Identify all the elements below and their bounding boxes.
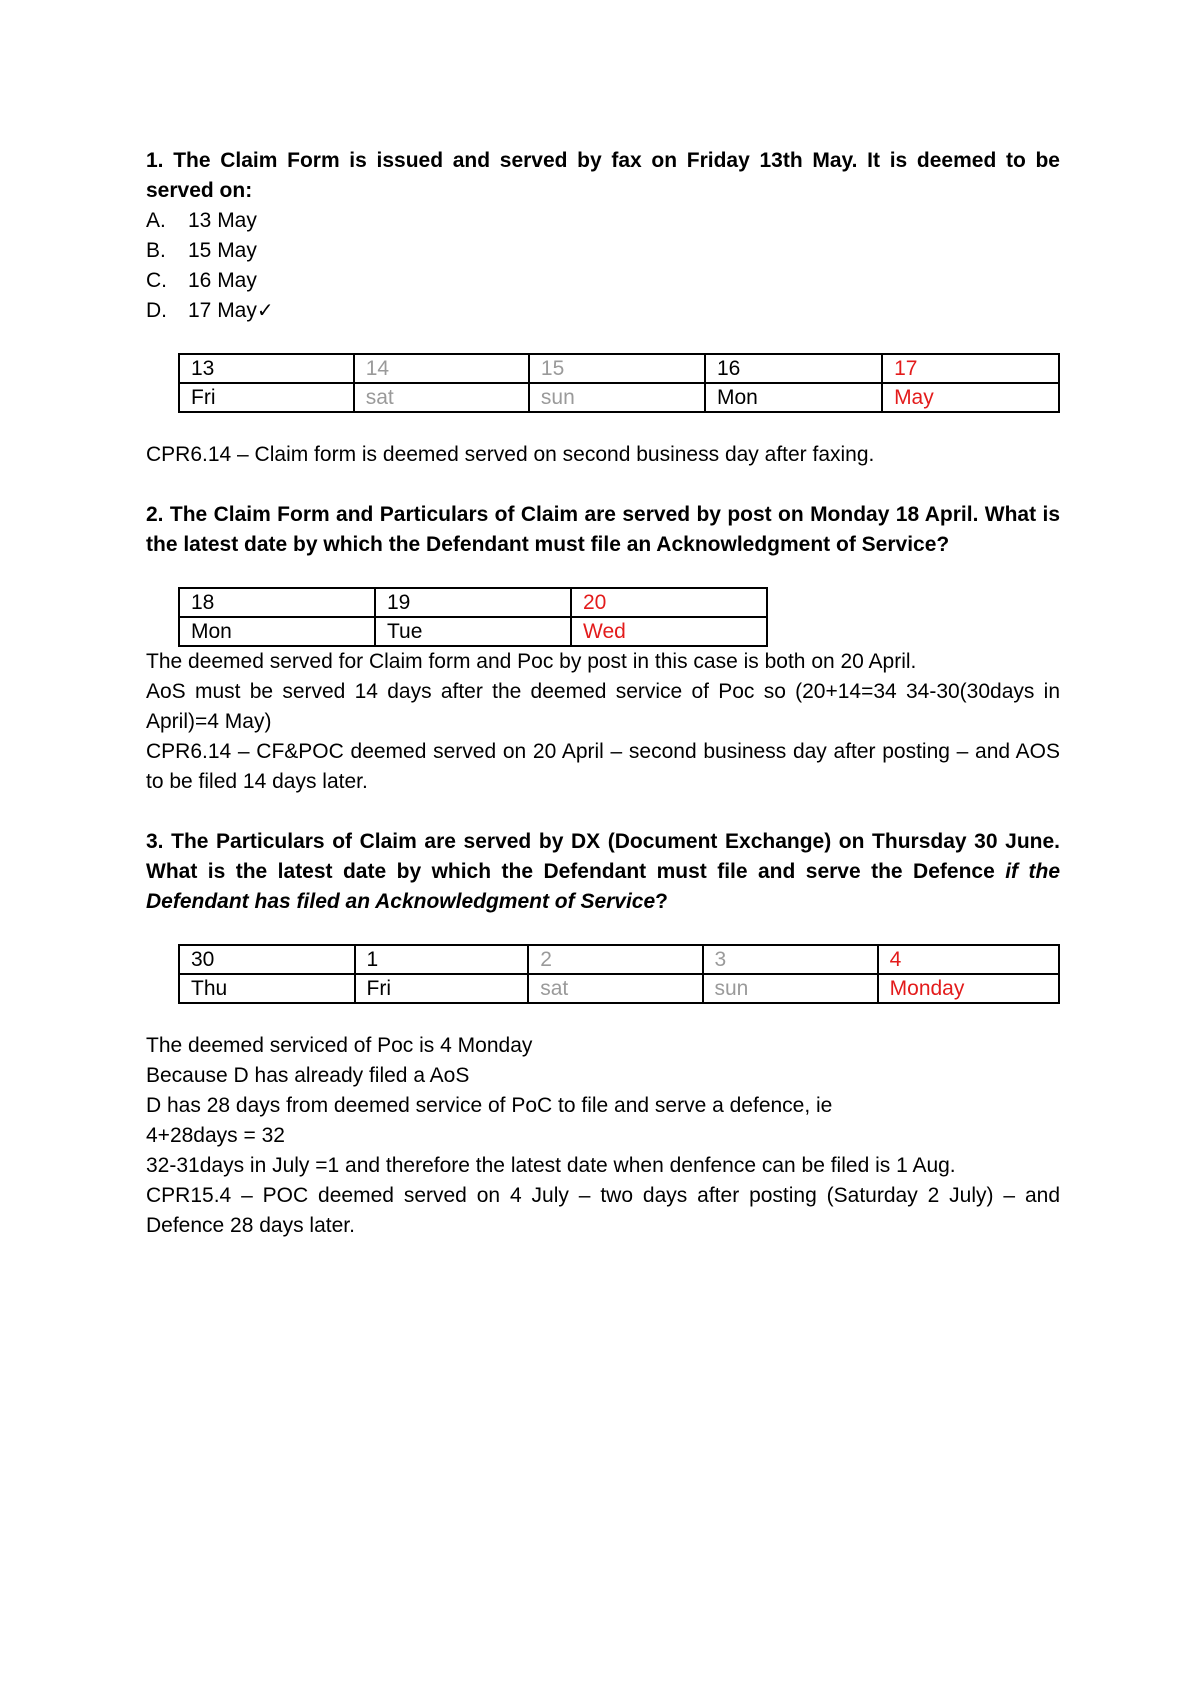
note-2-1: The deemed served for Claim form and Poc by post in this case is both on 20 April. — [146, 650, 917, 673]
calendar-cell: Tue — [375, 617, 571, 646]
document-page — [146, 146, 1060, 1241]
note-2-2: AoS must be served 14 days after the deemed service of Poc so (20+14=34 34-30(30days in April)=4 May) — [146, 680, 1060, 733]
calendar-cell: Mon — [179, 617, 375, 646]
calendar-cell: sun — [529, 383, 705, 412]
calendar-cell-highlight: May — [882, 383, 1059, 412]
option-c: C. 16 May — [146, 269, 257, 292]
calendar-cell: 18 — [179, 588, 375, 617]
calendar-cell: Fri — [355, 974, 529, 1003]
explanation-1: CPR6.14 – Claim form is deemed served on second business day after faxing. — [146, 443, 875, 466]
question-3: 3. The Particulars of Claim are served by DX (Document Exchange) on Thursday 30 June. What is the latest date by which the Defendant must file and serve the Defence if the Defendant has filed an Acknowledgment of Service? — [146, 830, 1060, 913]
calendar-dates-row — [179, 354, 1059, 383]
calendar-cell-highlight: 20 — [571, 588, 767, 617]
option-d: D. 17 May ✓ — [146, 296, 1060, 326]
note-3-1: The deemed serviced of Poc is 4 Monday — [146, 1034, 533, 1057]
note-3-6: CPR15.4 – POC deemed served on 4 July – two days after posting (Saturday 2 July) – and Defence 28 days later. — [146, 1184, 1060, 1237]
calendar-cell-highlight: 4 — [878, 945, 1059, 974]
calendar-dates-row — [179, 588, 767, 617]
calendar-days-row — [179, 617, 767, 646]
question-1: 1. The Claim Form is issued and served by fax on Friday 13th May. It is deemed to be served on: — [146, 149, 1060, 202]
note-2-3: CPR6.14 – CF&POC deemed served on 20 April – second business day after posting – and AOS to be filed 14 days later. — [146, 740, 1060, 793]
calendar-cell: 14 — [354, 354, 529, 383]
calendar-cell: 13 — [179, 354, 354, 383]
calendar-cell: 15 — [529, 354, 705, 383]
option-a: A. 13 May — [146, 209, 257, 232]
calendar-cell: 3 — [703, 945, 878, 974]
note-3-3: D has 28 days from deemed service of PoC to file and serve a defence, ie — [146, 1094, 833, 1117]
calendar-cell: sat — [528, 974, 702, 1003]
calendar-cell: Mon — [705, 383, 882, 412]
question-2: 2. The Claim Form and Particulars of Claim are served by post on Monday 18 April. What is the latest date by which the Defendant must file an Acknowledgment of Service? — [146, 503, 1060, 556]
calendar-cell: 30 — [179, 945, 355, 974]
calendar-cell: sun — [703, 974, 878, 1003]
calendar-days-row — [179, 383, 1059, 412]
calendar-table-1 — [178, 353, 1060, 413]
calendar-cell: 2 — [528, 945, 702, 974]
calendar-cell: sat — [354, 383, 529, 412]
calendar-cell-highlight: Wed — [571, 617, 767, 646]
calendar-cell: 19 — [375, 588, 571, 617]
check-mark-icon: ✓ — [256, 300, 274, 322]
note-3-4: 4+28days = 32 — [146, 1124, 285, 1147]
calendar-cell-highlight: 17 — [882, 354, 1059, 383]
note-3-5: 32-31days in July =1 and therefore the latest date when denfence can be filed is 1 Aug. — [146, 1154, 956, 1177]
calendar-dates-row — [179, 945, 1059, 974]
option-b: B. 15 May — [146, 239, 257, 262]
calendar-table-2 — [178, 587, 768, 647]
calendar-table-3 — [178, 944, 1060, 1004]
question-1-options — [146, 206, 1060, 326]
calendar-cell: 1 — [355, 945, 529, 974]
calendar-cell: 16 — [705, 354, 882, 383]
note-3-2: Because D has already filed a AoS — [146, 1064, 470, 1087]
calendar-cell-highlight: Monday — [878, 974, 1059, 1003]
calendar-cell: Thu — [179, 974, 355, 1003]
calendar-days-row — [179, 974, 1059, 1003]
calendar-cell: Fri — [179, 383, 354, 412]
